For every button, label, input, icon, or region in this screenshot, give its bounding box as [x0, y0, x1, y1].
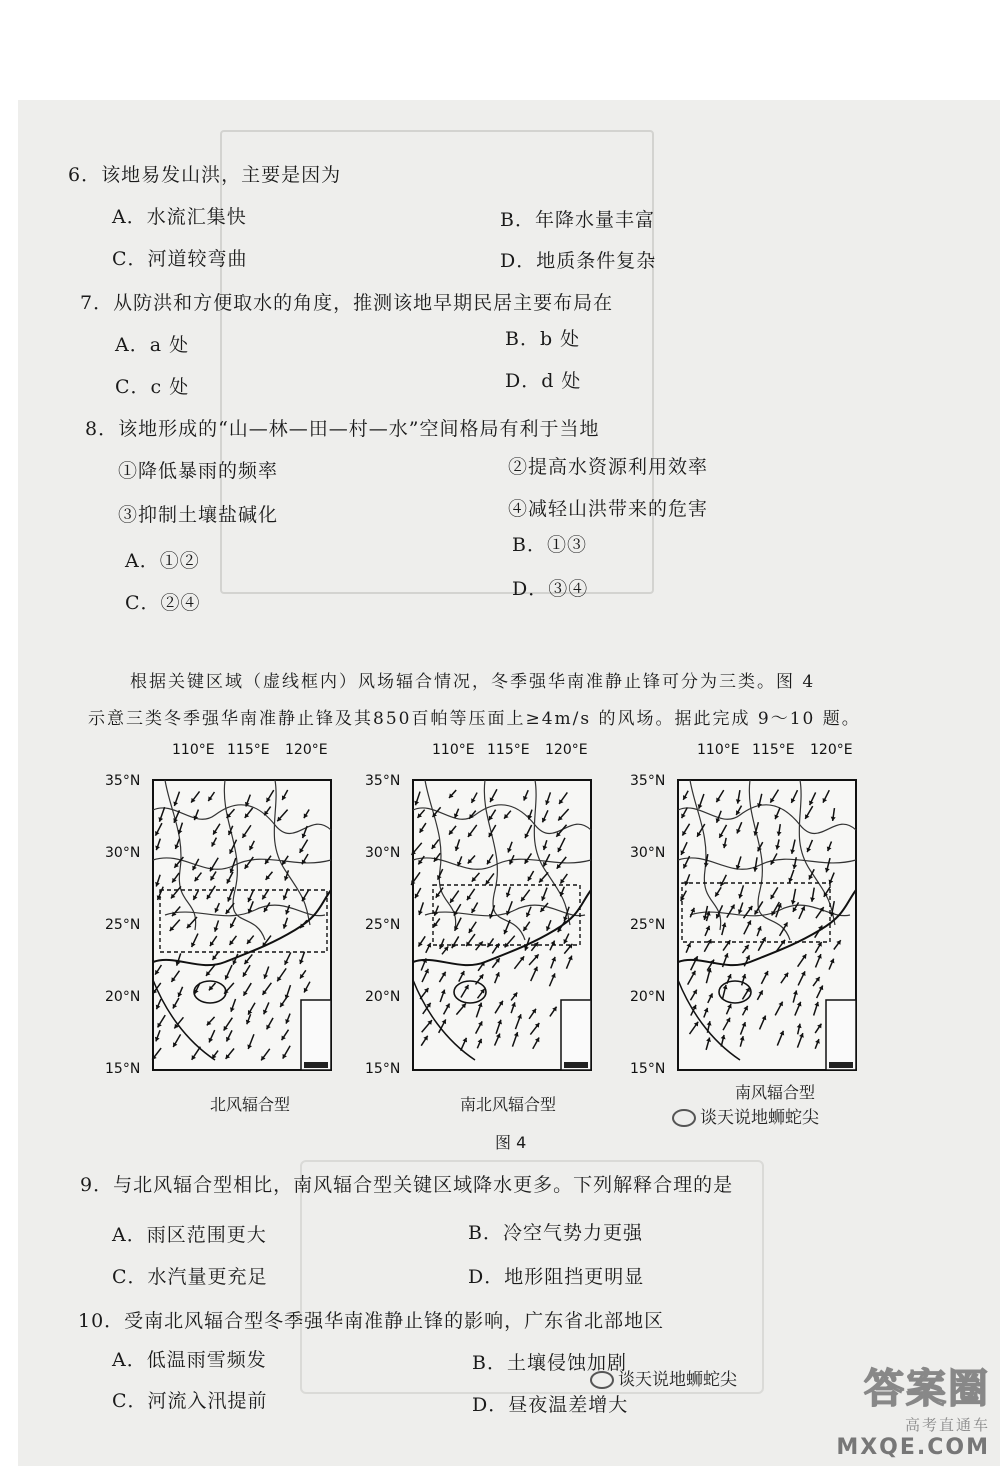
q10-option-a: A．低温雨雪频发 [112, 1349, 267, 1371]
lon-label: 110°E [432, 742, 475, 758]
inset-scale-bar [829, 1062, 853, 1068]
lat-label: 20°N [365, 989, 401, 1005]
q9-option-d: D．地形阻挡更明显 [468, 1266, 645, 1288]
lat-label: 30°N [105, 845, 141, 861]
q8-statement-1: ①降低暴雨的频率 [118, 460, 279, 482]
map-north-wind [105, 740, 345, 1110]
lat-label: 35°N [365, 773, 401, 789]
lon-label: 115°E [227, 742, 270, 758]
south-china-sea-inset [826, 1000, 856, 1070]
inset-scale-bar [304, 1062, 328, 1068]
q10-option-c: C．河流入汛提前 [112, 1390, 268, 1412]
lat-label: 35°N [105, 773, 141, 789]
q8-option-b: B．①③ [512, 534, 587, 556]
lat-label: 30°N [365, 845, 401, 861]
lat-label: 15°N [105, 1061, 141, 1077]
q10-stem: 10．受南北风辐合型冬季强华南准静止锋的影响，广东省北部地区 [78, 1310, 665, 1332]
q8-statement-3: ③抑制土壤盐碱化 [118, 504, 279, 526]
q7-option-a: A．a 处 [115, 334, 190, 356]
map-title-3: 南风辐合型 [735, 1083, 816, 1102]
q6-option-d: D．地质条件复杂 [500, 250, 657, 272]
lat-label: 25°N [105, 917, 141, 933]
brand-logo: 答案圈 [864, 1366, 990, 1412]
watermark-1 [672, 1103, 819, 1128]
q7-option-c: C．c 处 [115, 376, 190, 398]
intro-line-2: 示意三类冬季强华南准静止锋及其850百帕等压面上≥4m/s 的风场。据此完成 9～10 题。 [88, 709, 861, 729]
south-china-sea-inset [561, 1000, 591, 1070]
lat-label: 30°N [630, 845, 666, 861]
intro-line-1: 根据关键区域（虚线框内）风场辐合情况，冬季强华南准静止锋可分为三类。图 4 [130, 672, 816, 692]
q7-stem: 7．从防洪和方便取水的角度，推测该地早期民居主要布局在 [80, 292, 614, 314]
lat-label: 20°N [105, 989, 141, 1005]
faint-bleed-through-map [220, 130, 657, 594]
brand-slogan: 高考直通车 [904, 1416, 990, 1434]
map-south-wind-svg [630, 740, 870, 1110]
lat-label: 15°N [630, 1061, 666, 1077]
q8-statement-2: ②提高水资源利用效率 [508, 456, 709, 478]
map-south-wind [630, 740, 870, 1110]
brand-site: MXQE.COM [836, 1435, 990, 1460]
q7-option-b: B．b 处 [505, 328, 581, 350]
q8-stem: 8．该地形成的“山—林—田—村—水”空间格局有利于当地 [85, 418, 600, 440]
map-north-south-wind [365, 740, 605, 1110]
lon-label: 120°E [285, 742, 328, 758]
watermark-1-text: 谈天说地蛳蛇尖 [700, 1108, 819, 1128]
q9-option-b: B．冷空气势力更强 [468, 1222, 643, 1244]
lat-label: 25°N [365, 917, 401, 933]
watermark-2 [590, 1365, 737, 1390]
south-china-sea-inset [301, 1000, 331, 1070]
q8-option-a: A．①② [125, 550, 200, 572]
lon-label: 110°E [172, 742, 215, 758]
q8-option-c: C．②④ [125, 592, 201, 614]
lon-label: 110°E [697, 742, 740, 758]
figure-caption: 图 4 [495, 1133, 527, 1152]
map-title-2: 南北风辐合型 [460, 1095, 557, 1114]
lat-label: 25°N [630, 917, 666, 933]
q10-option-d: D．昼夜温差增大 [472, 1394, 629, 1416]
q10-option-b: B．土壤侵蚀加剧 [472, 1352, 627, 1374]
q6-stem: 6．该地易发山洪，主要是因为 [68, 164, 342, 186]
lon-label: 115°E [487, 742, 530, 758]
wechat-icon [672, 1109, 696, 1127]
q7-option-d: D．d 处 [505, 370, 582, 392]
q6-option-c: C．河道较弯曲 [112, 248, 248, 270]
q9-option-c: C．水汽量更充足 [112, 1266, 268, 1288]
inset-scale-bar [564, 1062, 588, 1068]
brand-watermark [836, 1357, 990, 1460]
lat-label: 20°N [630, 989, 666, 1005]
lon-label: 115°E [752, 742, 795, 758]
lat-label: 15°N [365, 1061, 401, 1077]
watermark-2-text: 谈天说地蛳蛇尖 [618, 1370, 737, 1390]
lon-label: 120°E [810, 742, 853, 758]
lat-label: 35°N [630, 773, 666, 789]
wechat-icon [590, 1371, 614, 1389]
q8-option-d: D．③④ [512, 578, 589, 600]
lon-label: 120°E [545, 742, 588, 758]
map-title-1: 北风辐合型 [210, 1095, 291, 1114]
q6-option-b: B．年降水量丰富 [500, 209, 655, 231]
q9-option-a: A．雨区范围更大 [112, 1224, 267, 1246]
map-north-wind-svg [105, 740, 345, 1110]
q6-option-a: A．水流汇集快 [112, 206, 247, 228]
q8-statement-4: ④减轻山洪带来的危害 [508, 498, 709, 520]
q9-stem: 9．与北风辐合型相比，南风辐合型关键区域降水更多。下列解释合理的是 [80, 1174, 734, 1196]
map-north-south-wind-svg [365, 740, 605, 1110]
